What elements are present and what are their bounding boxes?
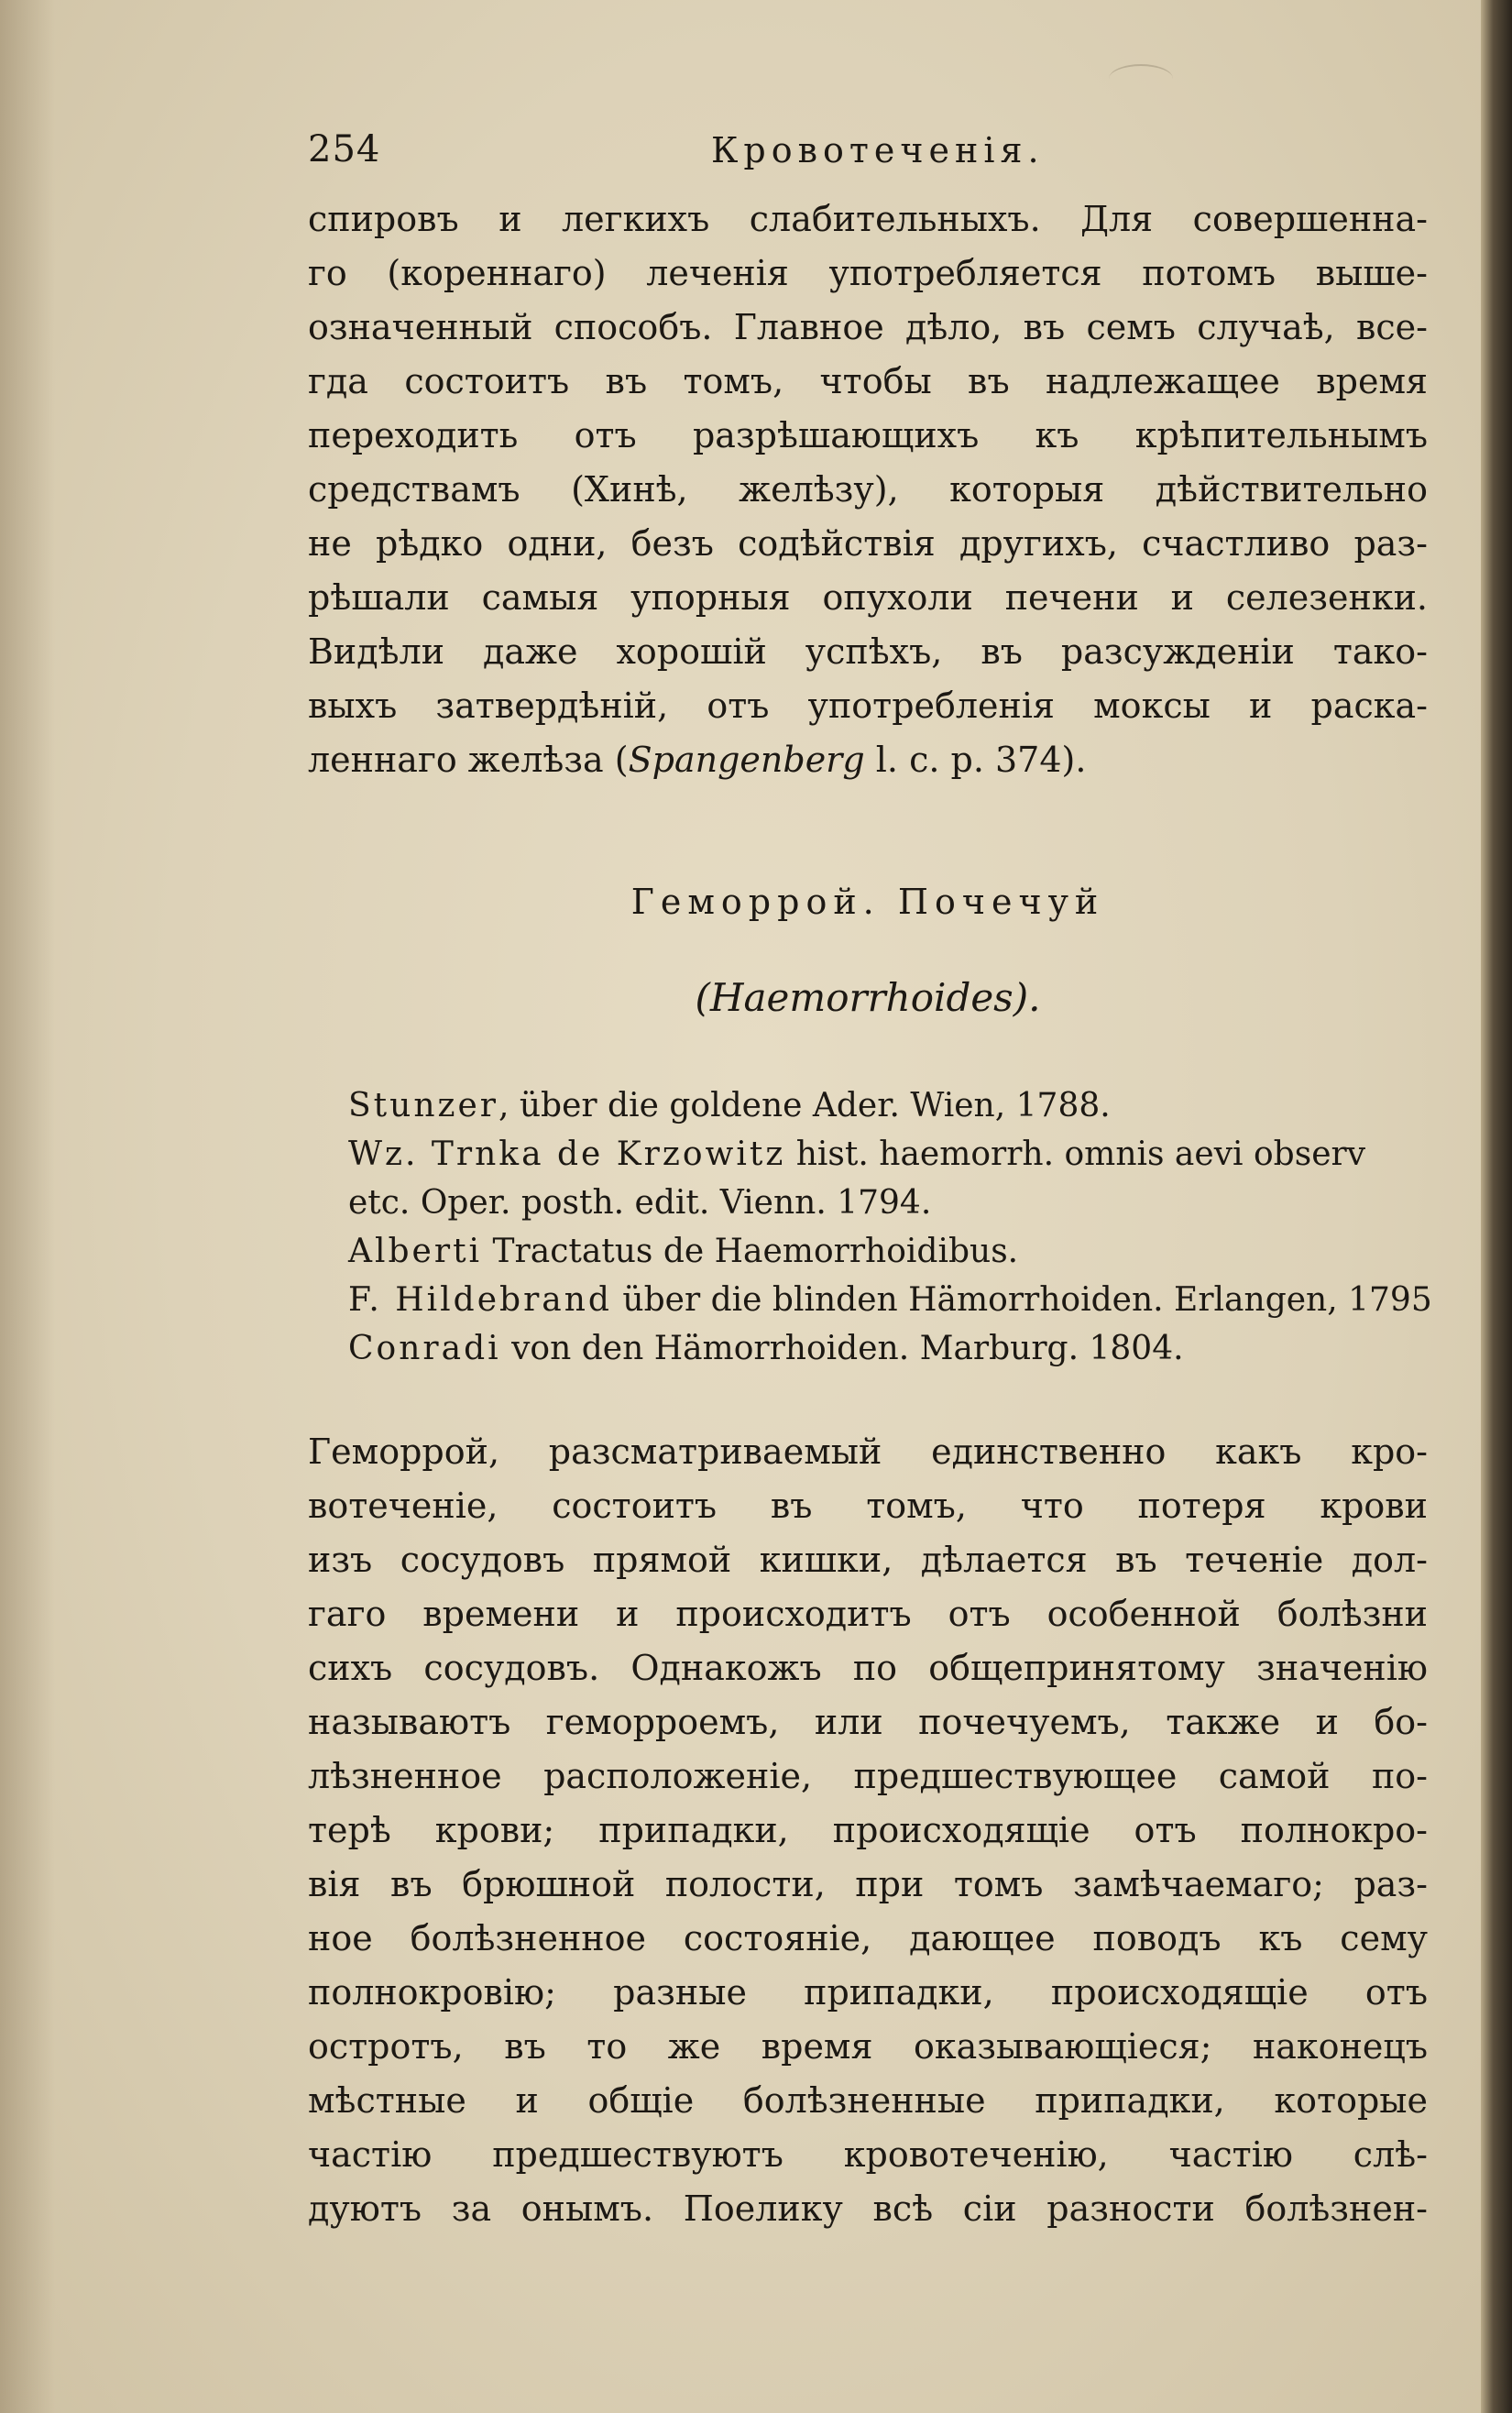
text-line: гаго времени и происходитъ отъ особенной болѣзни	[308, 1594, 1428, 1634]
ref-detail: hist. haemorrh. omnis aevi observ	[785, 1135, 1366, 1173]
text-line: Геморрой, разсматриваемый единственно какъ кро-	[308, 1431, 1428, 1472]
text-line: го (кореннаго) леченія употребляется потомъ выше-	[308, 253, 1428, 293]
ref-detail: , über die goldene Ader. Wien, 1788.	[498, 1087, 1111, 1124]
paragraph-main	[308, 1425, 1428, 2236]
bibliography-entry-continued	[348, 1179, 1430, 1227]
text-line: не рѣдко одни, безъ содѣйствія другихъ, счастливо раз-	[308, 523, 1428, 564]
text-line: называютъ геморроемъ, или почечуемъ, также и бо-	[308, 1702, 1428, 1742]
text-line: полнокровію; разные припадки, происходящіе отъ	[308, 1972, 1428, 2013]
text-line: спировъ и легкихъ слабительныхъ. Для совершенна-	[308, 199, 1428, 239]
bibliography-entry	[348, 1324, 1430, 1373]
paper-smudge	[1109, 64, 1173, 93]
bibliography-entry	[348, 1081, 1430, 1130]
text-line-last	[308, 733, 1428, 787]
text-line: частію предшествуютъ кровотеченію, частію слѣ-	[308, 2134, 1428, 2175]
text-line: ное болѣзненное состояніе, дающее поводъ къ сему	[308, 1918, 1428, 1958]
ref-author: Alberti	[348, 1233, 483, 1270]
running-title: Кровотеченія.	[711, 130, 1045, 170]
ref-author: Conradi	[348, 1330, 501, 1367]
text-line: вотеченіе, состоитъ въ томъ, что потеря крови	[308, 1486, 1428, 1526]
text-line: средствамъ (Хинѣ, желѣзу), которыя дѣйствительно	[308, 469, 1428, 510]
ref-author: Wz. Trnka de Krzowitz	[348, 1135, 786, 1173]
page-number: 254	[308, 128, 381, 170]
text-line: Видѣли даже хорошій успѣхъ, въ разсужденіи такo-	[308, 631, 1428, 672]
ref-detail: von den Hämorrhoiden. Marburg. 1804.	[500, 1330, 1184, 1367]
section-heading: Геморрой. Почечуй	[630, 882, 1105, 922]
text-line: переходить отъ разрѣшающихъ къ крѣпительнымъ	[308, 415, 1428, 455]
text-line: терѣ крови; припадки, происходящіе отъ полнокро-	[308, 1810, 1428, 1850]
citation-author: Spangenberg	[628, 740, 865, 780]
text-line: выхъ затвердѣній, отъ употребленія моксы и раска-	[308, 686, 1428, 726]
bibliography-entry	[348, 1227, 1430, 1276]
section-subheading: (Haemorrhoides).	[695, 975, 1041, 1020]
ref-detail: über die blinden Hämorrhoiden. Erlangen, 1795	[611, 1281, 1432, 1319]
book-binding-edge	[1481, 0, 1512, 2413]
ref-author: F. Hildebrand	[348, 1281, 612, 1319]
page-gutter-shadow	[0, 0, 55, 2413]
ref-detail: etc. Oper. posth. edit. Vienn. 1794.	[348, 1184, 932, 1222]
text-line: вія въ брюшной полости, при томъ замѣчаемаго; раз-	[308, 1864, 1428, 1904]
bibliography-entry	[348, 1130, 1430, 1179]
text-line: лѣзненное расположеніе, предшествующее самой по-	[308, 1756, 1428, 1796]
paragraph-continued	[308, 192, 1428, 787]
text-line: рѣшали самыя упорныя опухоли печени и селезенки.	[308, 577, 1428, 618]
citation-reference: l. c. p. 374).	[864, 740, 1087, 780]
bibliography-list	[348, 1081, 1430, 1373]
running-header	[308, 128, 1444, 183]
text-line: сихъ сосудовъ. Однакожъ по общепринятому значенію	[308, 1648, 1428, 1688]
text-line: гда состоитъ въ томъ, чтобы въ надлежащее время	[308, 361, 1428, 401]
text-line: остротъ, въ то же время оказывающіеся; наконецъ	[308, 2026, 1428, 2067]
text-line: дуютъ за онымъ. Поелику всѣ сіи разности болѣзнен-	[308, 2188, 1428, 2229]
ref-author: Stunzer	[348, 1087, 499, 1124]
bibliography-entry	[348, 1276, 1430, 1324]
text-line: мѣстные и общіе болѣзненные припадки, которые	[308, 2080, 1428, 2121]
text-line: означенный способъ. Главное дѣло, въ семъ случаѣ, все-	[308, 307, 1428, 347]
last-line-text: леннаго желѣза (	[308, 740, 629, 780]
text-line: изъ сосудовъ прямой кишки, дѣлается въ теченіе дол-	[308, 1540, 1428, 1580]
ref-detail: Tractatus de Haemorrhoidibus.	[482, 1233, 1019, 1270]
